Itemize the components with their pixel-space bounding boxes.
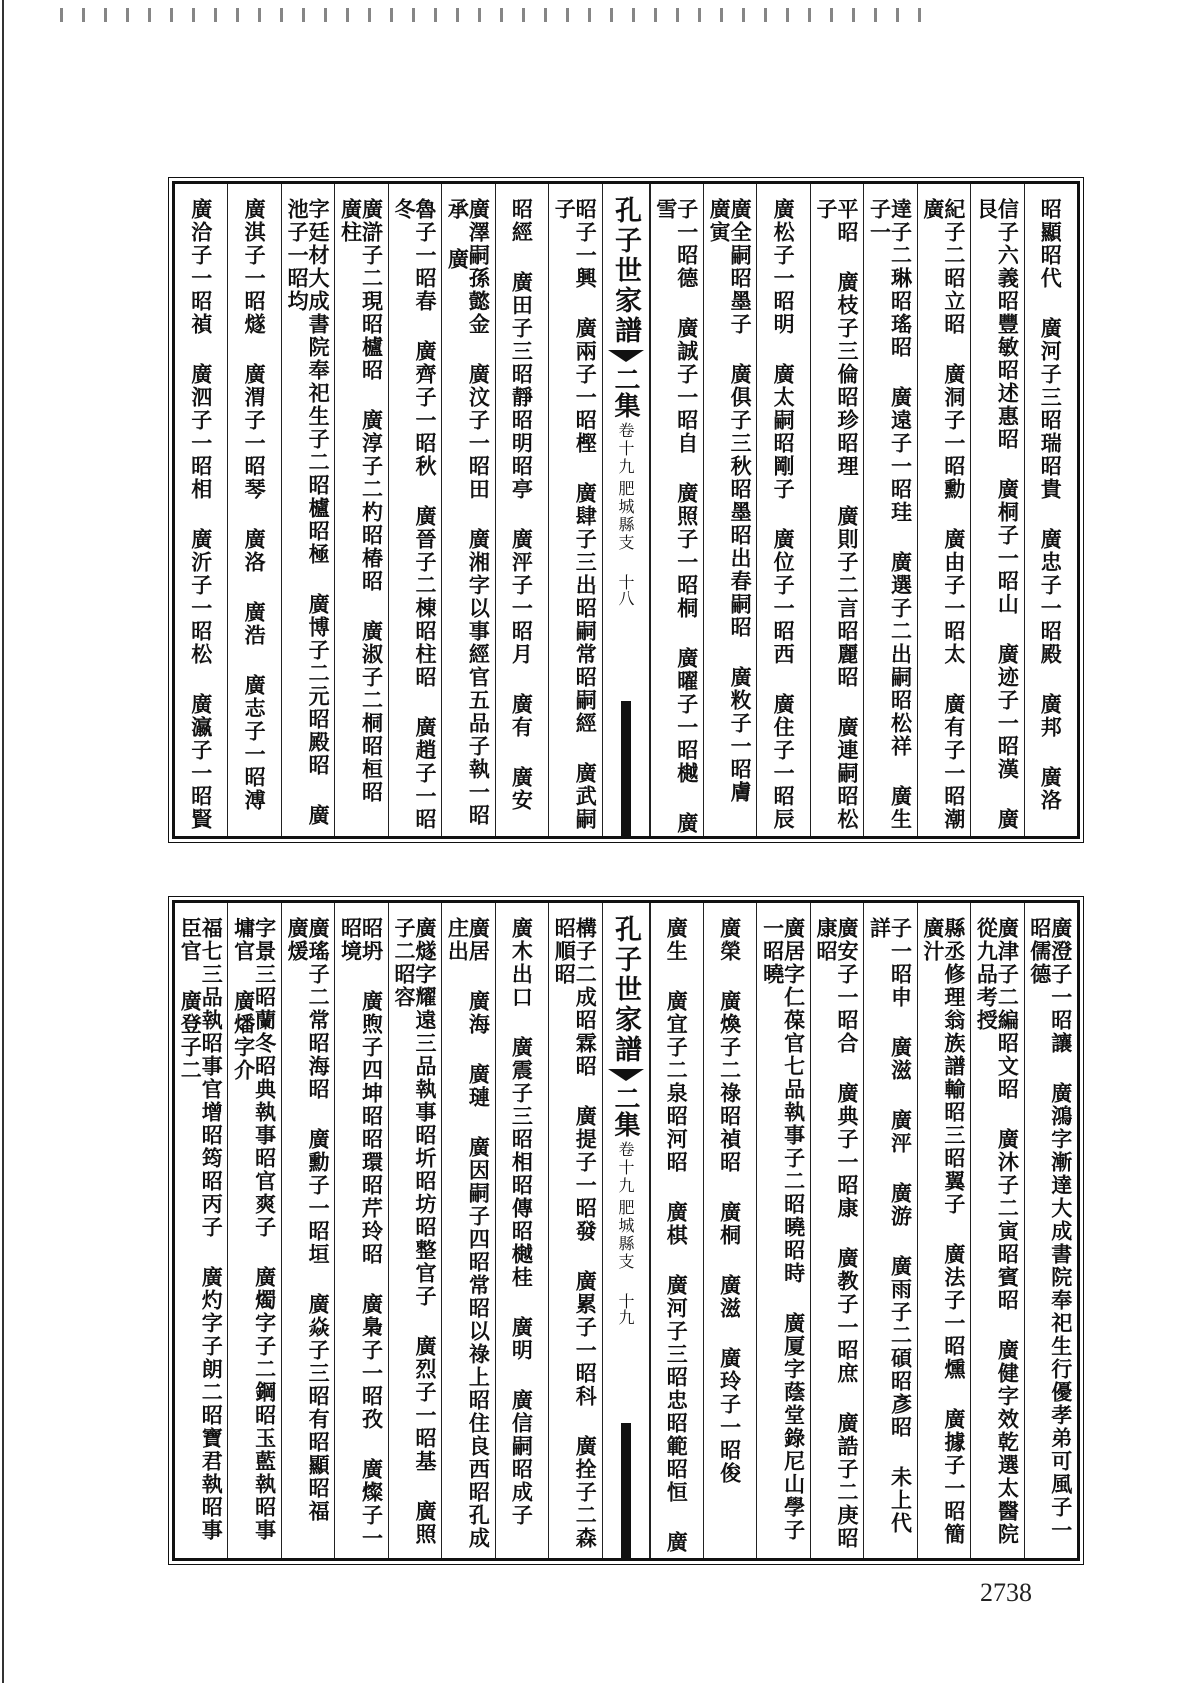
- text-column: 廣淇子一昭燧 廣渭子一昭琴 廣洛 廣浩 廣志子一昭溥: [227, 184, 280, 836]
- page-center-header: [602, 903, 650, 1558]
- text-column: 廣燧字耀遠三品執事昭圻昭坊昭整官子 廣烈子一昭基 廣照子二昭容: [388, 903, 441, 1558]
- text-column: 縣丞修理翁族譜輸昭三昭翼子 廣法子一昭燻 廣據子一昭簡 廣汁: [917, 903, 970, 1558]
- center-bar: [621, 1423, 631, 1558]
- text-column: 廣榮 廣煥子二祿昭禎昭 廣桐 廣滋 廣玲子一昭俊: [703, 903, 756, 1558]
- text-column: 字廷材大成書院奉祀生子二昭櫨昭極 廣博子二元昭殿昭 廣池子一昭均: [281, 184, 334, 836]
- page-center-header: [602, 184, 650, 836]
- text-column: 廣洽子一昭禎 廣泗子一昭相 廣沂子一昭松 廣瀛子一昭賢: [188, 198, 214, 831]
- text-column: 魯子一昭春 廣齊子一昭秋 廣晉子二棟昭柱昭 廣趙子一昭冬: [388, 184, 441, 836]
- text-column: 廣生 廣宜子二泉昭河昭 廣棋 廣河子三昭忠昭範昭恒 廣: [650, 903, 703, 1558]
- genealogy-page-upper: [172, 181, 1080, 839]
- text-column: 信子六義昭豐敏昭述惠昭 廣桐子一昭山 廣迹子一昭漢 廣艮: [970, 184, 1023, 836]
- book-title: 孔子世家譜: [610, 196, 641, 346]
- text-column: 廣全嗣昭墨子 廣俱子三秋昭墨昭出春嗣昭 廣敉子一昭膚 廣寅: [703, 184, 756, 836]
- fishtail-mark: [608, 350, 644, 362]
- text-column: 昭經 廣田子三昭靜昭明昭亭 廣泙子一昭月 廣有 廣安: [495, 184, 548, 836]
- text-column: 廣松子一昭明 廣太嗣昭剛子 廣位子一昭西 廣住子一昭辰: [756, 184, 809, 836]
- leaf-number: 十九: [616, 1293, 635, 1325]
- text-column: 廣居 廣海 廣璉 廣因嗣子四昭常昭以祿上昭住良西昭孔成庄出: [441, 903, 494, 1558]
- text-column: 昭坍 廣煦子四坤昭昭環昭芹玲昭 廣梟子一昭孜 廣燦子一昭境: [334, 903, 387, 1558]
- volume-label: 二集: [610, 1085, 640, 1137]
- text-column: 平昭 廣枝子三倫昭珍昭理 廣則子二言昭麗昭 廣連嗣昭松子: [810, 184, 863, 836]
- chapter-label: 卷十九: [616, 1141, 635, 1195]
- text-column: 字景三昭蘭冬昭典執事昭官爽子 廣燭字子二鋼昭玉藍執昭事墉官 廣燔字介: [227, 903, 280, 1558]
- text-column: 子一昭申 廣滋 廣泙 廣游 廣雨子二碩昭彥昭 未上代詳: [863, 903, 916, 1558]
- text-column: 子一昭德 廣誠子一昭自 廣照子一昭桐 廣曜子一昭樾 廣雪: [650, 184, 703, 836]
- text-column: 廣澄子一昭讓 廣鴻字漸達大成書院奉祀生行優孝弟可風子一昭儒德: [1024, 903, 1077, 1558]
- text-column: 廣安子一昭合 廣典子一昭康 廣教子一昭庶 廣誥子二庚昭康昭: [810, 903, 863, 1558]
- fishtail-mark: [608, 1069, 644, 1081]
- book-title: 孔子世家譜: [610, 915, 641, 1065]
- text-column: 昭子一興 廣兩子一昭樫 廣肆子三出昭嗣常昭嗣經 廣武嗣子: [548, 184, 601, 836]
- text-column: 廣瑤子二常昭海昭 廣勳子一昭垣 廣焱子三昭有昭顯昭福 廣煖: [281, 903, 334, 1558]
- branch-label: 肥城縣支: [616, 480, 635, 552]
- text-column: 廣津子二編昭文昭 廣沐子二寅昭賓昭 廣健字效乾選太醫院從九品考授: [970, 903, 1023, 1558]
- center-bar: [621, 701, 631, 836]
- text-column: 福七三品執昭事官增昭筠昭丙子 廣灼字子朗二昭寶君執昭事臣官 廣登子二: [178, 917, 225, 1542]
- leaf-number: 十八: [616, 574, 635, 606]
- text-column: 昭顯昭代 廣河子三昭瑞昭貴 廣忠子一昭殿 廣邦 廣洛: [1024, 184, 1077, 836]
- text-column: 廣澤嗣孫懿金 廣汶子一昭田 廣湘字以事經官五品子執一昭承 廣: [441, 184, 494, 836]
- text-column: 廣滸子二現昭櫨昭 廣淳子二杓昭椿昭 廣淑子二桐昭桓昭 廣柱: [334, 184, 387, 836]
- page-edge-rule: [2, 0, 4, 1683]
- text-column: 紀子二昭立昭 廣洞子一昭勳 廣由子一昭太 廣有子一昭潮 廣: [917, 184, 970, 836]
- text-column: 廣居字仁葆官七品執事子二昭曉昭時 廣厦字蔭堂錄尼山學子一昭曉: [756, 903, 809, 1558]
- text-column: 構子二成昭霖昭 廣提子一昭發 廣累子一昭科 廣拴子二森昭順昭: [548, 903, 601, 1558]
- text-column: 廣木出口 廣震子三昭相昭傳昭樾桂 廣明 廣信嗣昭成子: [495, 903, 548, 1558]
- branch-label: 肥城縣支: [616, 1199, 635, 1271]
- bleed-through-marks: [60, 8, 940, 22]
- volume-label: 二集: [610, 366, 640, 418]
- chapter-label: 卷十九: [616, 422, 635, 476]
- text-column: 達子二琳昭瑤昭 廣遠子一昭珪 廣選子二出嗣昭松祥 廣生子一: [863, 184, 916, 836]
- page-number: 2738: [980, 1578, 1032, 1607]
- genealogy-page-lower: [172, 900, 1080, 1561]
